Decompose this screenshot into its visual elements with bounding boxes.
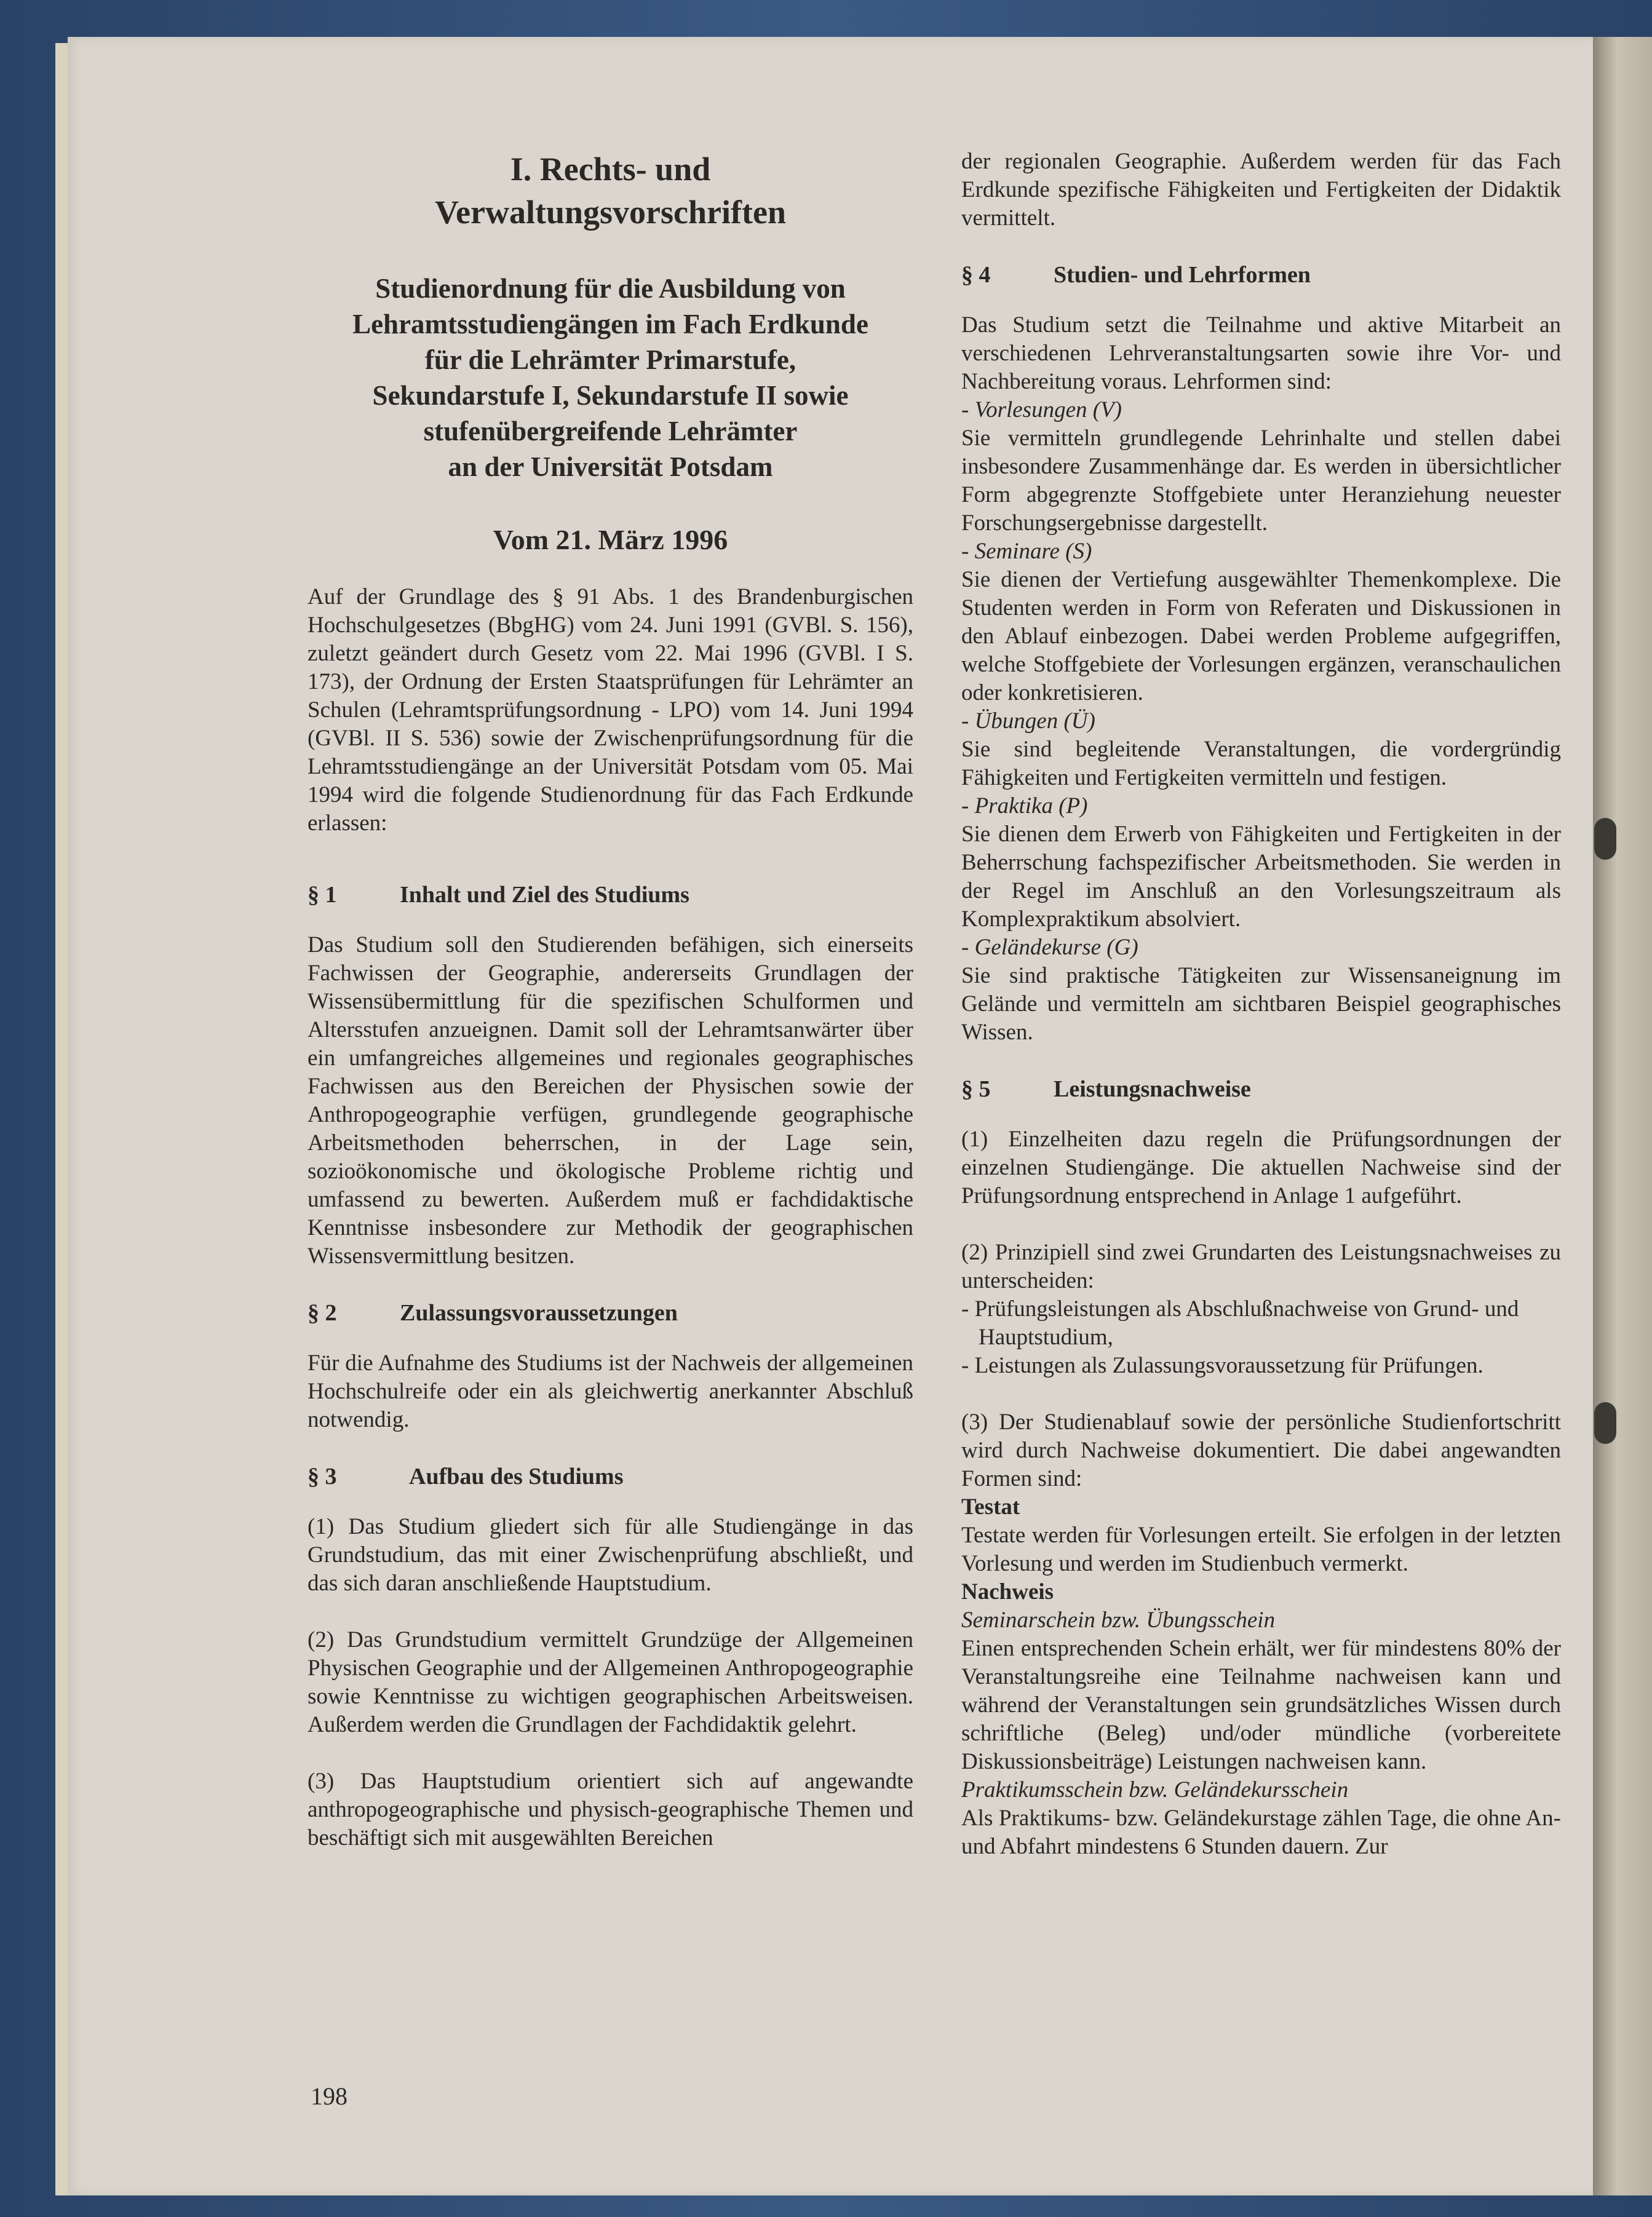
teaching-form-text: Sie vermitteln grundlegende Lehrinhalte und stellen dabei insbesondere Zusammenhänge dar. Es werden in übersichtlicher Form abgegrenzte Stoffgebiete unter Heranziehung neuester Forschungsergebnisse dargestellt. — [961, 426, 1561, 536]
section-paragraph: (1) Einzelheiten dazu regeln die Prüfungsordnungen der einzelnen Studiengänge. Die aktuellen Nachweise sind der Prüfungsordnung entsprechend in Anlage 1 aufgeführt. — [961, 1127, 1561, 1208]
section-heading — [961, 1075, 1561, 1103]
subheading-praktikumsschein: Praktikumsschein bzw. Geländekursschein — [961, 1777, 1349, 1803]
section-heading — [308, 881, 913, 909]
section-number: § 1 — [308, 882, 337, 908]
teaching-form-label: - Übungen (Ü) — [961, 708, 1095, 734]
section-paragraph: (2) Prinzipiell sind zwei Grundarten des Leistungsnachweises zu unterscheiden: — [961, 1240, 1561, 1293]
teaching-form-label: - Praktika (P) — [961, 793, 1088, 819]
testat-text: Testate werden für Vorlesungen erteilt. Sie erfolgen in der letzten Vorlesung und werden im Studienbuch vermerkt. — [961, 1523, 1561, 1576]
document-subtitle — [308, 271, 913, 485]
section-number: § 4 — [961, 262, 991, 288]
binding-hole — [1594, 1402, 1616, 1444]
subtitle-line: Studienordnung für die Ausbildung von — [375, 273, 846, 304]
teaching-form-text: Sie dienen der Vertiefung ausgewählter Themenkomplexe. Die Studenten werden in Form von Referaten und Diskussionen in den Ablauf einbezogen. Dabei werden Probleme aufgegriffen, welche Stoffgebiete der Vorlesungen ergänzen, veranschaulichen oder konkretisieren. — [961, 567, 1561, 705]
section-text: Das Studium setzt die Teilnahme und aktive Mitarbeit an verschiedenen Lehrveranstaltungsarten sowie ihre Vor- und Nachbereitung voraus. Lehrformen sind: — [961, 312, 1561, 394]
section-heading — [308, 1462, 913, 1491]
list-item: - Prüfungsleistungen als Abschlußnachweise von Grund- und Hauptstudium, — [961, 1296, 1519, 1350]
praktikumsschein-text: Als Praktikums- bzw. Geländekurstage zählen Tage, die ohne An- und Abfahrt mindestens 6 Stunden dauern. Zur — [961, 1806, 1561, 1859]
teaching-form-text: Sie sind begleitende Veranstaltungen, die vordergründig Fähigkeiten und Fertigkeiten vermitteln und festigen. — [961, 737, 1561, 790]
section-heading — [961, 261, 1561, 289]
preamble: Auf der Grundlage des § 91 Abs. 1 des Brandenburgischen Hochschulgesetzes (BbgHG) vom 24. Juni 1991 (GVBl. S. 156), zuletzt geändert durch Gesetz vom 22. Mai 1996 (GVBl. I S. 173), der Ordnung der Ersten Staatsprüfungen für Lehrämter an Schulen (Lehramtsprüfungsordnung - LPO) vom 14. Juni 1994 (GVBl. II S. 536) sowie der Zwischenprüfungsordnung für die Lehramtsstudiengänge an der Universität Potsdam vom 05. Mai 1994 wird die folgende Studienordnung für das Fach Erdkunde erlassen: — [308, 584, 913, 836]
binding-gutter — [1593, 37, 1652, 2195]
subtitle-line: Lehramtsstudiengängen im Fach Erdkunde — [352, 309, 868, 339]
section-number: § 5 — [961, 1076, 991, 1102]
subheading-testat: Testat — [961, 1494, 1020, 1520]
subheading-seminarschein: Seminarschein bzw. Übungsschein — [961, 1608, 1276, 1633]
left-column — [308, 148, 913, 1852]
subheading-nachweis: Nachweis — [961, 1579, 1054, 1604]
section-text: Das Studium soll den Studierenden befähigen, sich einerseits Fachwissen der Geographie, andererseits Grundlagen der Wissensübermittlung für die spezifischen Schulformen und Altersstufen anzueignen. Damit soll der Lehramtsanwärter über ein umfangreiches allgemeines und regionales geographisches Fachwissen aus den Bereichen der Physischen sowie der Anthropogeographie verfügen, grundlegende geographische Arbeitsmethoden beherrschen, in der Lage sein, sozioökonomische und ökologische Probleme richtig und umfassend zu bewerten. Außerdem muß er fachdidaktische Kenntnisse insbesondere zur Methodik der geographischen Wissensvermittlung besitzen. — [308, 932, 913, 1269]
section-title: Inhalt und Ziel des Studiums — [400, 882, 689, 908]
section-number: § 2 — [308, 1300, 337, 1326]
section-title: Aufbau des Studiums — [409, 1464, 624, 1489]
section-paragraph: (3) Der Studienablauf sowie der persönliche Studienfortschritt wird durch Nachweise dokumentiert. Die dabei angewandten Formen sind: — [961, 1410, 1561, 1491]
teaching-form-text: Sie dienen dem Erwerb von Fähigkeiten und Fertigkeiten in der Beherrschung fachspezifischer Arbeitsmethoden. Sie werden in der Regel im Anschluß an den Vorlesungszeitraum als Komplexpraktikum absolviert. — [961, 822, 1561, 932]
section-paragraph: (1) Das Studium gliedert sich für alle Studiengänge in das Grundstudium, das mit einer Zwischenprüfung abschließt, und das sich daran anschließende Hauptstudium. — [308, 1514, 913, 1596]
document-title — [308, 148, 913, 234]
title-line: I. Rechts- und — [510, 151, 711, 188]
right-column — [961, 148, 1561, 1861]
teaching-form-label: - Seminare (S) — [961, 539, 1092, 564]
section-paragraph-continued: der regionalen Geographie. Außerdem werden für das Fach Erdkunde spezifische Fähigkeiten und Fertigkeiten der Didaktik vermittelt. — [961, 149, 1561, 231]
subtitle-line: stufenübergreifende Lehrämter — [423, 416, 798, 446]
seminarschein-text: Einen entsprechenden Schein erhält, wer für mindestens 80% der Veranstaltungsreihe eine Teilnahme nachweisen kann und während der Veranstaltungen sein grundsätzliches Wissen durch schriftliche (Beleg) und/oder mündliche (vorbereitete Diskussionsbeiträge) Leistungen nachweisen kann. — [961, 1636, 1561, 1774]
page-number: 198 — [311, 2082, 347, 2110]
subtitle-line: Sekundarstufe I, Sekundarstufe II sowie — [372, 380, 849, 411]
teaching-form-label: - Vorlesungen (V) — [961, 397, 1122, 422]
section-title: Zulassungsvoraussetzungen — [400, 1300, 678, 1326]
subtitle-line: für die Lehrämter Primarstufe, — [424, 344, 796, 375]
section-title: Leistungsnachweise — [1054, 1076, 1251, 1102]
section-text: Für die Aufnahme des Studiums ist der Nachweis der allgemeinen Hochschulreife oder ein als gleichwertig anerkannter Abschluß notwendig. — [308, 1350, 913, 1432]
teaching-form-text: Sie sind praktische Tätigkeiten zur Wissensaneignung im Gelände und vermitteln am sichtbaren Beispiel geographisches Wissen. — [961, 963, 1561, 1045]
section-heading — [308, 1299, 913, 1327]
section-number: § 3 — [308, 1464, 337, 1489]
section-paragraph: (3) Das Hauptstudium orientiert sich auf angewandte anthropogeographische und physisch-geographische Themen und beschäftigt sich mit ausgewählten Bereichen — [308, 1769, 913, 1850]
document-date: Vom 21. März 1996 — [493, 524, 728, 555]
title-line: Verwaltungsvorschriften — [435, 194, 786, 231]
subtitle-line: an der Universität Potsdam — [448, 451, 773, 482]
teaching-form-label: - Geländekurse (G) — [961, 935, 1138, 960]
binding-hole — [1594, 818, 1616, 860]
section-title: Studien- und Lehrformen — [1054, 262, 1311, 288]
section-paragraph: (2) Das Grundstudium vermittelt Grundzüge der Allgemeinen Physischen Geographie und der Allgemeinen Anthropogeographie sowie Kenntnisse zu wichtigen geographischen Arbeitsweisen. Außerdem werden die Grundlagen der Fachdidaktik gelehrt. — [308, 1627, 913, 1737]
list-item: - Leistungen als Zulassungsvoraussetzung für Prüfungen. — [961, 1353, 1483, 1378]
